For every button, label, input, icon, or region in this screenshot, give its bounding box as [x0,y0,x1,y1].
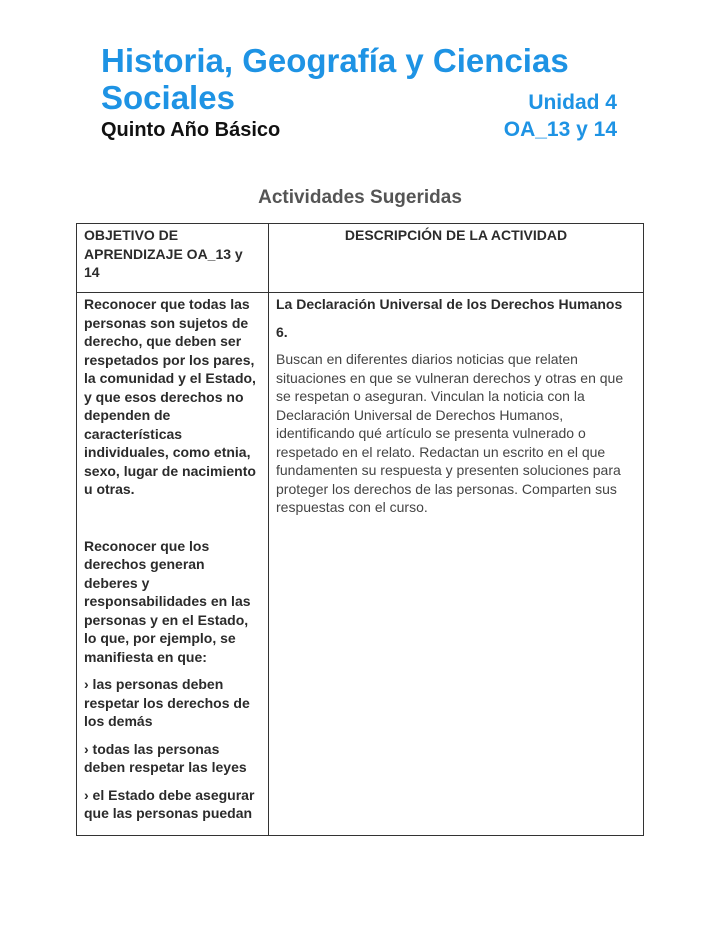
grade-row [101,118,617,142]
activity-description: Buscan en diferentes diarios noticias que relaten situaciones en que se vulneran derechos y otras en que se respetan o aseguran. Vinculan la noticia con la Declaración Universal de Derechos Humanos, identificando qué artículo se presenta vulnerado o respetado en el relato. Redactan un escrito en el que fundamenten su respuesta y presenten soluciones para proteger los derechos de las personas. Comparten sus respuestas con el curso. [276,351,624,515]
table-header-row [77,224,644,293]
objective-header-cell: OBJETIVO DE APRENDIZAJE OA_13 y 14 [77,224,269,293]
description-header-cell: DESCRIPCIÓN DE LA ACTIVIDAD [269,224,644,293]
activity-heading: La Declaración Universal de los Derechos Humanos [276,296,623,312]
objective-bullet-3: › el Estado debe asegurar que las personas puedan [84,786,255,821]
document-header [101,42,617,142]
table-row [77,293,644,836]
objective-bullet-1: › las personas deben respetar los derechos de los demás [84,676,250,729]
objective-bullet-2: › todas las personas deben respetar las leyes [84,740,247,775]
description-cell [269,293,644,836]
unit-label: Unidad 4 [528,91,617,114]
objective-text-1: Reconocer que todas las personas son sujetos de derecho, que deben ser respetados por los pares, la comunidad y el Estado, y que esos derechos no dependen de características individuales, como etnia, sexo, lugar de nacimiento u otras. [84,296,256,497]
subject-title-line-1: Historia, Geografía y Ciencias [101,42,569,79]
grade-label: Quinto Año Básico [101,119,281,141]
activity-number: 6. [276,323,288,340]
activities-table [76,223,644,836]
subject-title-row [101,79,617,116]
objective-cell [77,293,269,836]
subject-title-line-2: Sociales [101,79,235,116]
section-title: Actividades Sugeridas [258,187,462,208]
objective-text-2: Reconocer que los derechos generan deberes y responsabilidades en las personas y en el Estado, lo que, por ejemplo, se manifiesta en que: [84,537,251,665]
oa-label: OA_13 y 14 [503,118,617,141]
